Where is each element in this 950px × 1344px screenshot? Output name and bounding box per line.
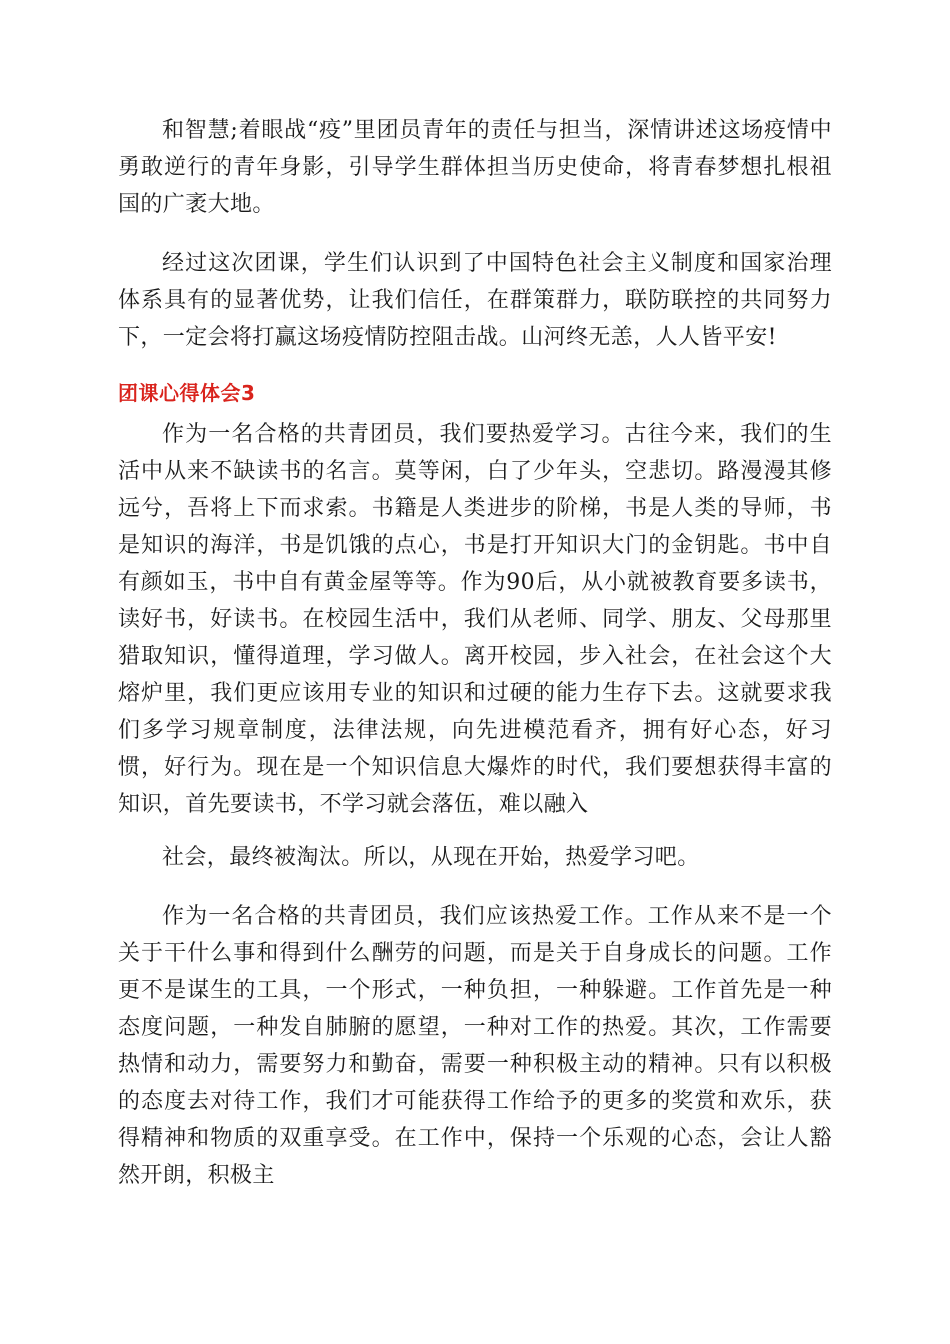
paragraph-continued: 和智慧;着眼战“疫”里团员青年的责任与担当，深情讲述这场疫情中勇敢逆行的青年身影，引导学生群体担当历史使命，将青春梦想扎根祖国的广袤大地。 <box>118 118 832 217</box>
section-heading: 团课心得体会3 <box>118 381 256 405</box>
paragraph-study-end: 社会，最终被淘汰。所以，从现在开始，热爱学习吧。 <box>162 845 700 870</box>
paragraph-work: 作为一名合格的共青团员，我们应该热爱工作。工作从来不是一个关于干什么事和得到什么酬劳的问题，而是关于自身成长的问题。工作更不是谋生的工具，一个形式，一种负担，一种躲避。工作首先是一种态度问题，一种发自肺腑的愿望，一种对工作的热爱。其次，工作需要热情和动力，需要努力和勤奋，需要一种积极主动的精神。只有以积极的态度去对待工作，我们才可能获得工作给予的更多的奖赏和欢乐，获得精神和物质的双重享受。在工作中，保持一个乐观的心态，会让人豁然开朗，积极主 <box>118 904 832 1188</box>
paragraph-conclusion: 经过这次团课，学生们认识到了中国特色社会主义制度和国家治理体系具有的显著优势，让我们信任，在群策群力，联防联控的共同努力下，一定会将打赢这场疫情防控阻击战。山河终无恙，人人皆平安! <box>118 251 832 350</box>
paragraph-study: 作为一名合格的共青团员，我们要热爱学习。古往今来，我们的生活中从来不缺读书的名言。莫等闲，白了少年头，空悲切。路漫漫其修远兮，吾将上下而求索。书籍是人类进步的阶梯，书是人类的导师，书是知识的海洋，书是饥饿的点心，书是打开知识大门的金钥匙。书中自有颜如玉，书中自有黄金屋等等。作为90后，从小就被教育要多读书，读好书，好读书。在校园生活中，我们从老师、同学、朋友、父母那里猎取知识，懂得道理，学习做人。离开校园，步入社会，在社会这个大熔炉里，我们更应该用专业的知识和过硬的能力生存下去。这就要求我们多学习规章制度，法律法规，向先进模范看齐，拥有好心态，好习惯，好行为。现在是一个知识信息大爆炸的时代，我们要想获得丰富的知识，首先要读书，不学习就会落伍，难以融入 <box>118 422 832 817</box>
